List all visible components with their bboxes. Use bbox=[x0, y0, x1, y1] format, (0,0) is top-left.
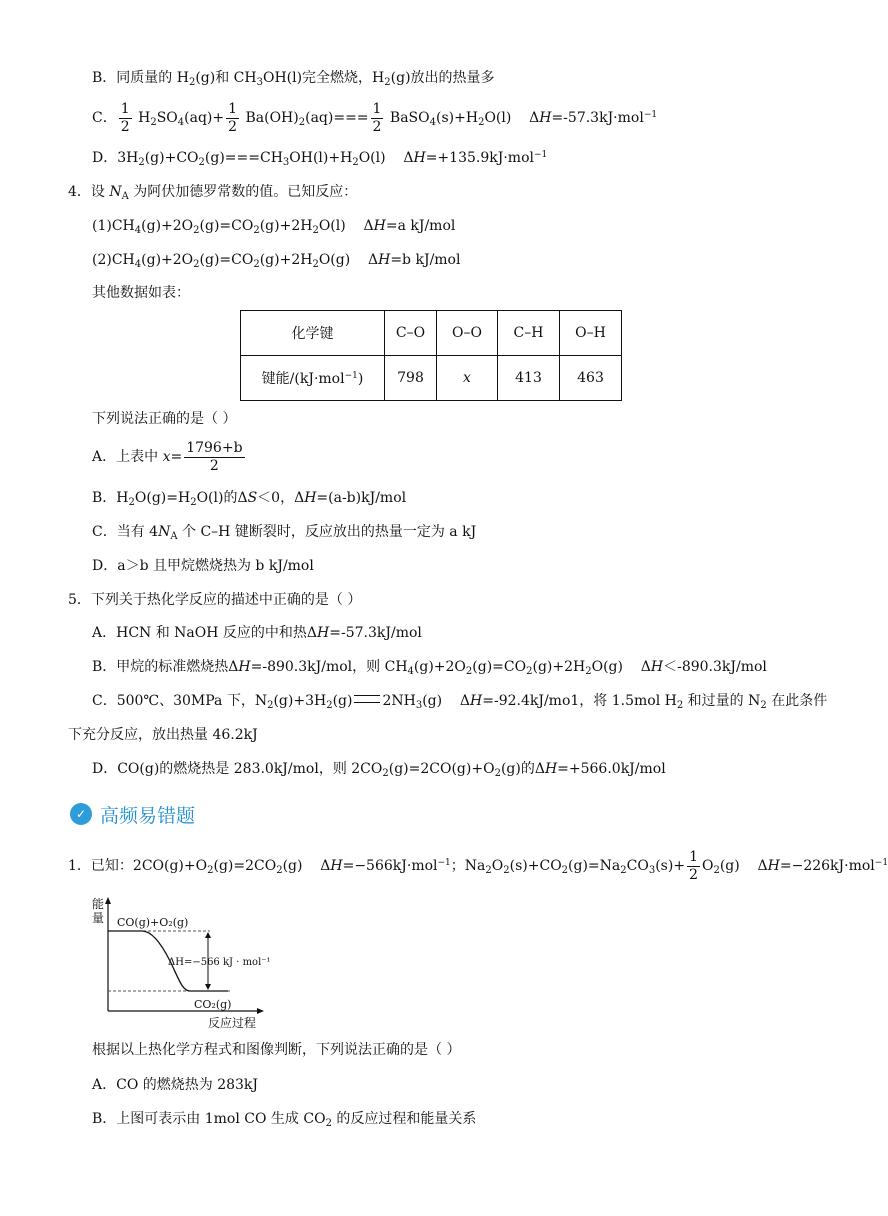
table-header-cell: O–O bbox=[437, 311, 498, 356]
table-header-cell: C–O bbox=[385, 311, 437, 356]
equilibrium-arrow-icon bbox=[354, 695, 380, 703]
table-cell: 键能/(kJ·mol$^{-1}$) bbox=[241, 356, 385, 401]
table-header-cell: C–H bbox=[498, 311, 560, 356]
hq1-ask: 根据以上热化学方程式和图像判断，下列说法正确的是（ ） bbox=[92, 1042, 461, 1058]
q4-ask: 下列说法正确的是（ ） bbox=[92, 411, 237, 427]
table-row bbox=[241, 356, 622, 401]
diagram-y-label: 能 bbox=[92, 897, 105, 911]
q3-option-c: C． $\frac{1}{2}$ $H_2SO_4(aq)+$ $\frac{1}{2}$ $Ba(OH)_2(aq)===$ $\frac{1}{2}$ $BaSO_4(s)+H_2O(l)$ ΔH=-57.3kJ·mol$^{-1}$ bbox=[92, 100, 658, 135]
q3-option-b: B．同质量的 $H_2(g)$和 $CH_3OH(l)$完全燃烧，$H_2(g)$放出的热量多 bbox=[92, 70, 495, 88]
q4-stem: 4．设 $N_A$ 为阿伏加德罗常数的值。已知反应： bbox=[68, 184, 358, 202]
table-cell: 463 bbox=[560, 356, 622, 401]
x-axis-arrow-icon bbox=[257, 1008, 264, 1014]
q4-reaction-2: $(2)CH_4(g)+2O_2(g)=CO_2(g)+2H_2O(g)$ ΔH=b kJ/mol bbox=[92, 252, 461, 270]
q5-option-a: A．HCN 和 NaOH 反应的中和热ΔH=-57.3kJ/mol bbox=[92, 625, 422, 641]
y-axis-arrow-icon bbox=[105, 897, 111, 904]
energy-diagram bbox=[90, 895, 280, 1033]
hq1-option-a: A．CO 的燃烧热为 283kJ bbox=[92, 1077, 259, 1093]
arrow-down-icon bbox=[205, 984, 211, 990]
table-header-cell: O–H bbox=[560, 311, 622, 356]
diagram-y-label: 量 bbox=[92, 911, 105, 925]
q4-option-b: B．$H_2O(g)=H_2O(l)$的ΔS＜0，ΔH=(a-b)kJ/mol bbox=[92, 490, 407, 508]
q4-option-c: C．当有 $4N_A$ 个 C–H 键断裂时，反应放出的热量一定为 a kJ bbox=[92, 524, 477, 542]
diagram-top-label: CO(g)+O₂(g) bbox=[117, 916, 189, 929]
hq1-stem: 1．已知：$2CO(g)+O_2(g)=2CO_2(g)$ ΔH=−566kJ·mol$^{-1}$；$Na_2O_2(s)+CO_2(g)=Na_2CO_3(s)+$ $\frac{1}{2}$ $O_2(g)$ ΔH=−226kJ·mol$^{-1}$ bbox=[68, 848, 888, 883]
table-cell: 413 bbox=[498, 356, 560, 401]
diagram-dh-label: ΔH=−566 kJ · mol⁻¹ bbox=[168, 957, 271, 968]
table-header-row bbox=[241, 311, 622, 356]
section-title: 高频易错题 bbox=[100, 805, 196, 827]
bond-energy-table bbox=[240, 310, 622, 401]
section-badge-icon: ✓ bbox=[70, 803, 92, 825]
q5-option-c-line2: 下充分反应，放出热量 46.2kJ bbox=[68, 727, 258, 743]
diagram-x-label: 反应过程 bbox=[208, 1016, 257, 1030]
q4-option-a: A．上表中 x= $\frac{1796+b}{2}$ bbox=[92, 439, 243, 474]
table-header-cell: 化学键 bbox=[241, 311, 385, 356]
hq1-option-b: B．上图可表示由 1mol CO 生成 $CO_2$ 的反应过程和能量关系 bbox=[92, 1111, 477, 1129]
q5-option-d: D．CO(g)的燃烧热是 283.0kJ/mol，则 $2CO_2(g)=2CO(g)+O_2(g)$的ΔH=+566.0kJ/mol bbox=[92, 761, 666, 779]
q4-reaction-1: $(1)CH_4(g)+2O_2(g)=CO_2(g)+2H_2O(l)$ ΔH=a kJ/mol bbox=[92, 218, 456, 236]
q4-option-d: D．a＞b 且甲烷燃烧热为 b kJ/mol bbox=[92, 558, 314, 574]
arrow-up-icon bbox=[205, 932, 211, 938]
q4-table-intro: 其他数据如表： bbox=[92, 285, 190, 301]
q3-option-d: D．$3H_2(g)+CO_2(g)===CH_3OH(l)+H_2O(l)$ ΔH=+135.9kJ·mol$^{-1}$ bbox=[92, 150, 548, 168]
table-cell: 798 bbox=[385, 356, 437, 401]
q5-option-b: B．甲烷的标准燃烧热ΔH=-890.3kJ/mol，则 $CH_4(g)+2O_2(g)=CO_2(g)+2H_2O(g)$ ΔH＜-890.3kJ/mol bbox=[92, 659, 767, 677]
diagram-bottom-label: CO₂(g) bbox=[194, 998, 232, 1011]
q5-stem: 5．下列关于热化学反应的描述中正确的是（ ） bbox=[68, 592, 362, 608]
q5-option-c-line1: C．500℃、30MPa 下，$N_2(g)+3H_2(g)$ $2NH_3(g)$ ΔH=-92.4kJ/mo1，将 1.5mol $H_2$ 和过量的 $N_2$ 在此条件 bbox=[92, 693, 828, 711]
table-cell: x bbox=[437, 356, 498, 401]
